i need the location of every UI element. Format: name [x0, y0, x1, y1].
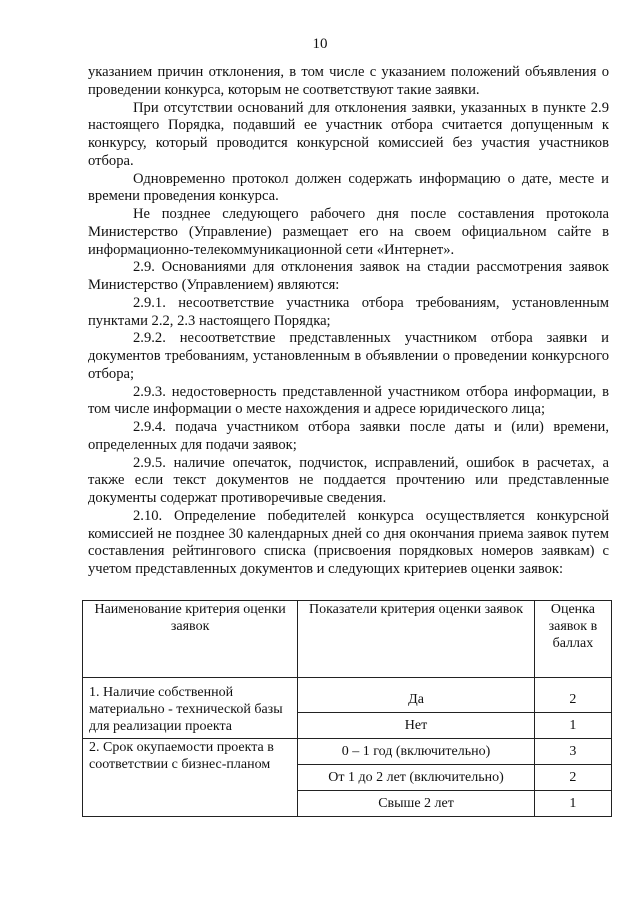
paragraph-2-9-3: 2.9.3. недостоверность представленной участником отбора информации, в том числе информации о месте нахождения и адресе юридического лица; — [88, 383, 609, 418]
score-cell: 1 — [534, 791, 611, 817]
indicator-cell: Свыше 2 лет — [298, 791, 535, 817]
header-criterion: Наименование критерия оценки заявок — [83, 601, 298, 678]
criterion-name: 2. Срок окупаемости проекта в соответствии с бизнес-планом — [83, 739, 298, 817]
paragraph-2-9: 2.9. Основаниями для отклонения заявок на стадии рассмотрения заявок Министерство (Управлением) являются: — [88, 259, 609, 293]
indicator-cell: 0 – 1 год (включительно) — [298, 739, 535, 765]
paragraph-2-9-5: 2.9.5. наличие опечаток, подчисток, исправлений, ошибок в расчетах, а также если текст документов не поддается прочтению или представленные документы содержат противоречивые сведения. — [88, 454, 609, 506]
header-score: Оценка заявок в баллах — [534, 601, 611, 678]
table-header-row — [83, 601, 612, 678]
page-number: 10 — [312, 36, 328, 52]
paragraph-rejection-reasons: указанием причин отклонения, в том числе с указанием положений объявления о проведении конкурса, которым не соответствуют такие заявки. — [88, 64, 609, 98]
criteria-table — [82, 600, 612, 817]
indicator-cell: Нет — [298, 713, 535, 739]
document-body — [88, 64, 609, 579]
paragraph-admission: При отсутствии оснований для отклонения заявки, указанных в пункте 2.9 настоящего Порядка, подавший ее участник отбора считается допущенным к конкурсу, который проводится конкурсной комиссией без участия участников отбора. — [88, 99, 609, 169]
score-cell: 2 — [534, 678, 611, 713]
paragraph-2-9-4: 2.9.4. подача участником отбора заявки после даты и (или) времени, определенных для подачи заявок; — [88, 419, 609, 453]
table-row — [83, 678, 612, 713]
paragraph-2-10: 2.10. Определение победителей конкурса осуществляется конкурсной комиссией не позднее 30 календарных дней со дня окончания приема заявок путем составления рейтингового списка (присвоения порядковых номеров заявкам) с учетом представленных документов и следующих критериев оценки заявок: — [88, 507, 609, 577]
paragraph-publication: Не позднее следующего рабочего дня после составления протокола Министерство (Управление) размещает его на своем официальном сайте в информационно-телекоммуникационной сети «Интернет». — [88, 206, 609, 258]
score-cell: 3 — [534, 739, 611, 765]
paragraph-2-9-2: 2.9.2. несоответствие представленных участником отбора заявки и документов требованиям, установленным в объявлении о проведении конкурсного отбора; — [88, 330, 609, 382]
indicator-cell: Да — [298, 678, 535, 713]
header-indicators: Показатели критерия оценки заявок — [298, 601, 535, 678]
score-cell: 1 — [534, 713, 611, 739]
score-cell: 2 — [534, 765, 611, 791]
paragraph-2-9-1: 2.9.1. несоответствие участника отбора требованиям, установленным пунктами 2.2, 2.3 настоящего Порядка; — [88, 294, 609, 329]
indicator-cell: От 1 до 2 лет (включительно) — [298, 765, 535, 791]
criterion-name: 1. Наличие собственной материально - технической базы для реализации проекта — [83, 678, 298, 739]
paragraph-protocol-info: Одновременно протокол должен содержать информацию о дате, месте и времени проведения конкурса. — [88, 170, 609, 205]
table-row — [83, 739, 612, 765]
